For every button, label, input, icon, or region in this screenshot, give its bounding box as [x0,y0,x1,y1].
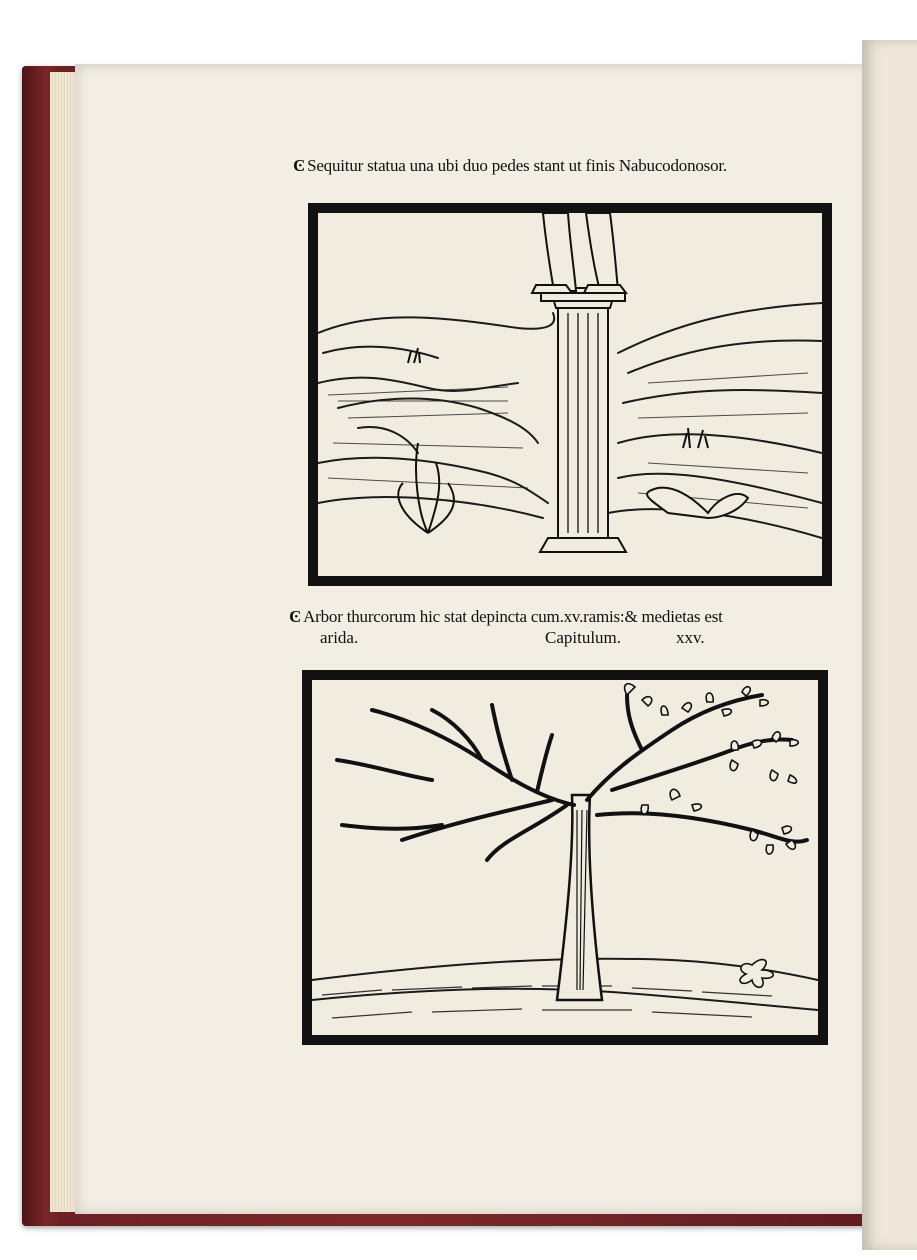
tree-caption [289,607,723,627]
statue-caption [293,156,727,176]
statue-woodcut [308,203,832,586]
tree-woodcut [302,670,828,1045]
pilcrow-mark: Ͼ [293,156,306,175]
tree-woodcut-image [312,680,818,1035]
facing-page [862,40,917,1250]
chapter-label: Capitulum. [545,628,622,647]
tree-caption-arida: arida. [320,628,359,647]
chapter-number: xxv. [676,628,705,647]
statue-woodcut-image [318,213,822,576]
statue-caption-text: Sequitur statua una ubi duo pedes stant ut finis Nabucodonosor. [307,156,727,175]
pilcrow-mark: Ͼ [289,607,302,626]
tree-caption-text: Arbor thurcorum hic stat depincta cum.xv.ramis:& medietas est [303,607,723,626]
